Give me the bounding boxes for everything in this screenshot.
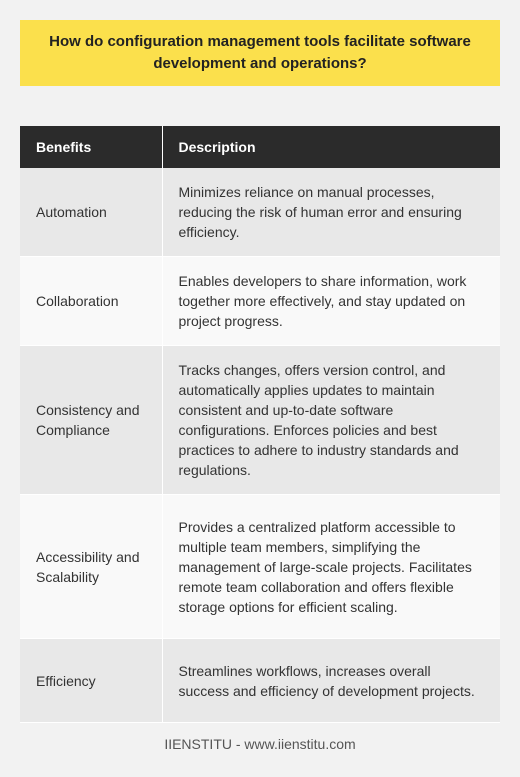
benefit-cell: Collaboration <box>20 257 162 346</box>
description-cell: Provides a centralized platform accessible to multiple team members, simplifying the management of large-scale projects. Facilitates remote team collaboration and offers flexible storage options for efficient scaling. <box>162 495 500 639</box>
description-cell: Streamlines workflows, increases overall success and efficiency of development projects. <box>162 639 500 723</box>
benefit-cell: Efficiency <box>20 639 162 723</box>
table-row <box>20 257 500 346</box>
description-cell: Enables developers to share information, work together more effectively, and stay updated on project progress. <box>162 257 500 346</box>
header-benefits: Benefits <box>20 126 162 168</box>
table-row <box>20 639 500 723</box>
table-row <box>20 346 500 495</box>
benefit-cell: Accessibility and Scalability <box>20 495 162 639</box>
table-row <box>20 495 500 639</box>
benefit-cell: Automation <box>20 168 162 257</box>
benefit-cell: Consistency and Compliance <box>20 346 162 495</box>
footer-credit: IIENSTITU - www.iienstitu.com <box>164 736 356 752</box>
header-description: Description <box>162 126 500 168</box>
description-cell: Minimizes reliance on manual processes, reducing the risk of human error and ensuring efficiency. <box>162 168 500 257</box>
table-row <box>20 168 500 257</box>
title-banner <box>20 20 500 86</box>
table-header-row <box>20 126 500 168</box>
benefits-table <box>20 126 500 723</box>
page-title: How do configuration management tools facilitate software development and operations? <box>49 33 471 72</box>
description-cell: Tracks changes, offers version control, and automatically applies updates to maintain consistent and up-to-date software configurations. Enforces policies and best practices to adhere to industry standards and regulations. <box>162 346 500 495</box>
